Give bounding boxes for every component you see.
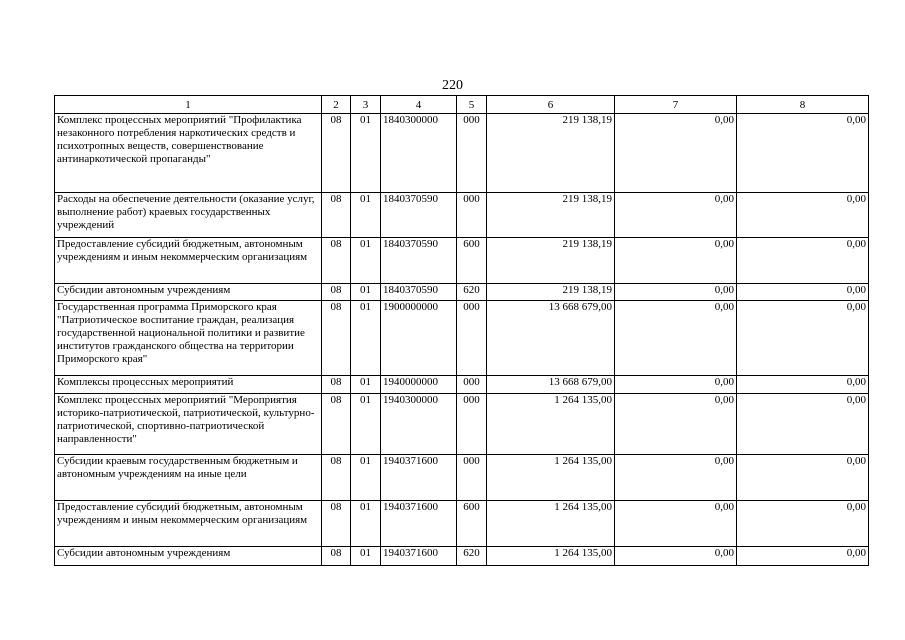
row-name: Предоставление субсидий бюджетным, автономным учреждениям и иным некоммерческим организациям xyxy=(55,238,322,284)
amount-col8: 0,00 xyxy=(737,394,869,455)
section-code: 08 xyxy=(322,394,351,455)
expense-type-code: 000 xyxy=(457,455,487,501)
column-header: 3 xyxy=(351,96,381,114)
amount-col7: 0,00 xyxy=(615,376,737,394)
table-row xyxy=(55,376,869,394)
section-code: 08 xyxy=(322,301,351,376)
expense-type-code: 620 xyxy=(457,284,487,301)
amount-col6: 1 264 135,00 xyxy=(487,394,615,455)
subsection-code: 01 xyxy=(351,547,381,566)
row-name: Расходы на обеспечение деятельности (оказание услуг, выполнение работ) краевых государственных учреждений xyxy=(55,193,322,238)
target-article-code: 1840370590 xyxy=(381,238,457,284)
amount-col8: 0,00 xyxy=(737,501,869,547)
amount-col7: 0,00 xyxy=(615,193,737,238)
amount-col8: 0,00 xyxy=(737,284,869,301)
expense-type-code: 600 xyxy=(457,238,487,284)
amount-col7: 0,00 xyxy=(615,284,737,301)
target-article-code: 1940371600 xyxy=(381,501,457,547)
column-header: 5 xyxy=(457,96,487,114)
amount-col8: 0,00 xyxy=(737,301,869,376)
amount-col6: 1 264 135,00 xyxy=(487,455,615,501)
amount-col8: 0,00 xyxy=(737,547,869,566)
amount-col7: 0,00 xyxy=(615,394,737,455)
amount-col8: 0,00 xyxy=(737,114,869,193)
amount-col8: 0,00 xyxy=(737,376,869,394)
section-code: 08 xyxy=(322,376,351,394)
table-row xyxy=(55,501,869,547)
table-row xyxy=(55,238,869,284)
expense-type-code: 620 xyxy=(457,547,487,566)
budget-table xyxy=(54,95,869,566)
row-name: Субсидии краевым государственным бюджетным и автономным учреждениям на иные цели xyxy=(55,455,322,501)
target-article-code: 1900000000 xyxy=(381,301,457,376)
table-row xyxy=(55,455,869,501)
section-code: 08 xyxy=(322,547,351,566)
column-header: 1 xyxy=(55,96,322,114)
amount-col7: 0,00 xyxy=(615,455,737,501)
page-number: 220 xyxy=(442,78,463,93)
amount-col7: 0,00 xyxy=(615,301,737,376)
row-name: Предоставление субсидий бюджетным, автономным учреждениям и иным некоммерческим организациям xyxy=(55,501,322,547)
section-code: 08 xyxy=(322,455,351,501)
table-row xyxy=(55,301,869,376)
column-header: 8 xyxy=(737,96,869,114)
table-row xyxy=(55,284,869,301)
section-code: 08 xyxy=(322,114,351,193)
target-article-code: 1840370590 xyxy=(381,284,457,301)
amount-col8: 0,00 xyxy=(737,193,869,238)
subsection-code: 01 xyxy=(351,455,381,501)
amount-col8: 0,00 xyxy=(737,238,869,284)
row-name: Государственная программа Приморского края "Патриотическое воспитание граждан, реализация государственной национальной политики и развитие институтов гражданского общества на территории Приморского края" xyxy=(55,301,322,376)
expense-type-code: 000 xyxy=(457,301,487,376)
subsection-code: 01 xyxy=(351,301,381,376)
table-row xyxy=(55,114,869,193)
table-row xyxy=(55,193,869,238)
section-code: 08 xyxy=(322,193,351,238)
target-article-code: 1940300000 xyxy=(381,394,457,455)
table-row xyxy=(55,547,869,566)
row-name: Субсидии автономным учреждениям xyxy=(55,547,322,566)
subsection-code: 01 xyxy=(351,238,381,284)
amount-col7: 0,00 xyxy=(615,501,737,547)
section-code: 08 xyxy=(322,501,351,547)
amount-col7: 0,00 xyxy=(615,547,737,566)
amount-col7: 0,00 xyxy=(615,238,737,284)
subsection-code: 01 xyxy=(351,376,381,394)
expense-type-code: 600 xyxy=(457,501,487,547)
target-article-code: 1940371600 xyxy=(381,455,457,501)
column-header: 4 xyxy=(381,96,457,114)
row-name: Комплекс процессных мероприятий "Мероприятия историко-патриотической, патриотической, культурно-патриотической, спортивно-патриотической направленности" xyxy=(55,394,322,455)
amount-col6: 219 138,19 xyxy=(487,238,615,284)
target-article-code: 1940000000 xyxy=(381,376,457,394)
row-name: Субсидии автономным учреждениям xyxy=(55,284,322,301)
amount-col6: 13 668 679,00 xyxy=(487,301,615,376)
amount-col6: 1 264 135,00 xyxy=(487,547,615,566)
amount-col6: 219 138,19 xyxy=(487,193,615,238)
amount-col6: 13 668 679,00 xyxy=(487,376,615,394)
subsection-code: 01 xyxy=(351,284,381,301)
amount-col6: 219 138,19 xyxy=(487,114,615,193)
column-header-row xyxy=(55,96,869,114)
target-article-code: 1840300000 xyxy=(381,114,457,193)
row-name: Комплекс процессных мероприятий "Профилактика незаконного потребления наркотических средств и психотропных веществ, совершенствование антинаркотической пропаганды" xyxy=(55,114,322,193)
column-header: 7 xyxy=(615,96,737,114)
amount-col6: 1 264 135,00 xyxy=(487,501,615,547)
subsection-code: 01 xyxy=(351,193,381,238)
expense-type-code: 000 xyxy=(457,394,487,455)
row-name: Комплексы процессных мероприятий xyxy=(55,376,322,394)
expense-type-code: 000 xyxy=(457,114,487,193)
section-code: 08 xyxy=(322,238,351,284)
amount-col7: 0,00 xyxy=(615,114,737,193)
amount-col6: 219 138,19 xyxy=(487,284,615,301)
subsection-code: 01 xyxy=(351,394,381,455)
column-header: 2 xyxy=(322,96,351,114)
target-article-code: 1940371600 xyxy=(381,547,457,566)
subsection-code: 01 xyxy=(351,114,381,193)
table-row xyxy=(55,394,869,455)
column-header: 6 xyxy=(487,96,615,114)
expense-type-code: 000 xyxy=(457,376,487,394)
subsection-code: 01 xyxy=(351,501,381,547)
expense-type-code: 000 xyxy=(457,193,487,238)
amount-col8: 0,00 xyxy=(737,455,869,501)
section-code: 08 xyxy=(322,284,351,301)
target-article-code: 1840370590 xyxy=(381,193,457,238)
